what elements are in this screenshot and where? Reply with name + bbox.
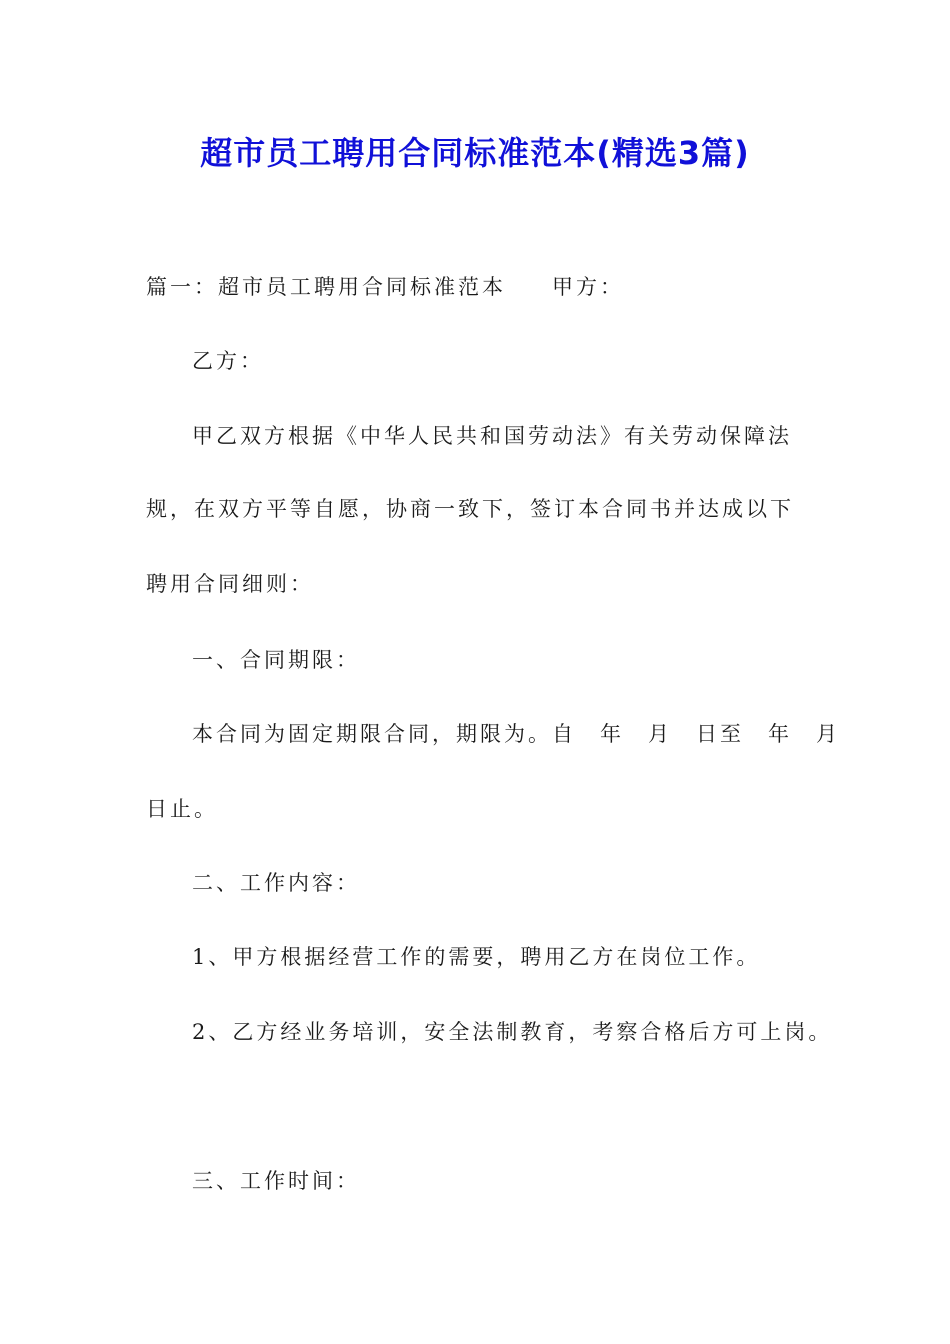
intro-line-2: 规，在双方平等自愿，协商一致下，签订本合同书并达成以下	[146, 497, 794, 521]
party-b-label: 乙方：	[192, 349, 264, 373]
clause-2-heading: 二、工作内容：	[192, 871, 360, 895]
clause-2-item-1: 1、甲方根据经营工作的需要，聘用乙方在岗位工作。	[192, 945, 761, 969]
intro-line-3: 聘用合同细则：	[146, 572, 314, 596]
clause-1-heading: 一、合同期限：	[192, 648, 360, 672]
clause-3-heading: 三、工作时间：	[192, 1169, 360, 1193]
clause-1-body-line-2: 日止。	[146, 797, 218, 821]
section-heading: 篇一：超市员工聘用合同标准范本	[146, 275, 506, 299]
document-title: 超市员工聘用合同标准范本(精选3篇)	[200, 134, 750, 172]
clause-2-item-2: 2、乙方经业务培训，安全法制教育，考察合格后方可上岗。	[192, 1020, 833, 1044]
party-a-label: 甲方：	[552, 275, 624, 299]
section-heading-line	[146, 272, 816, 302]
intro-line-1: 甲乙双方根据《中华人民共和国劳动法》有关劳动保障法	[192, 424, 792, 448]
clause-1-body-line-1: 本合同为固定期限合同，期限为。自 年 月 日至 年 月	[192, 722, 840, 746]
